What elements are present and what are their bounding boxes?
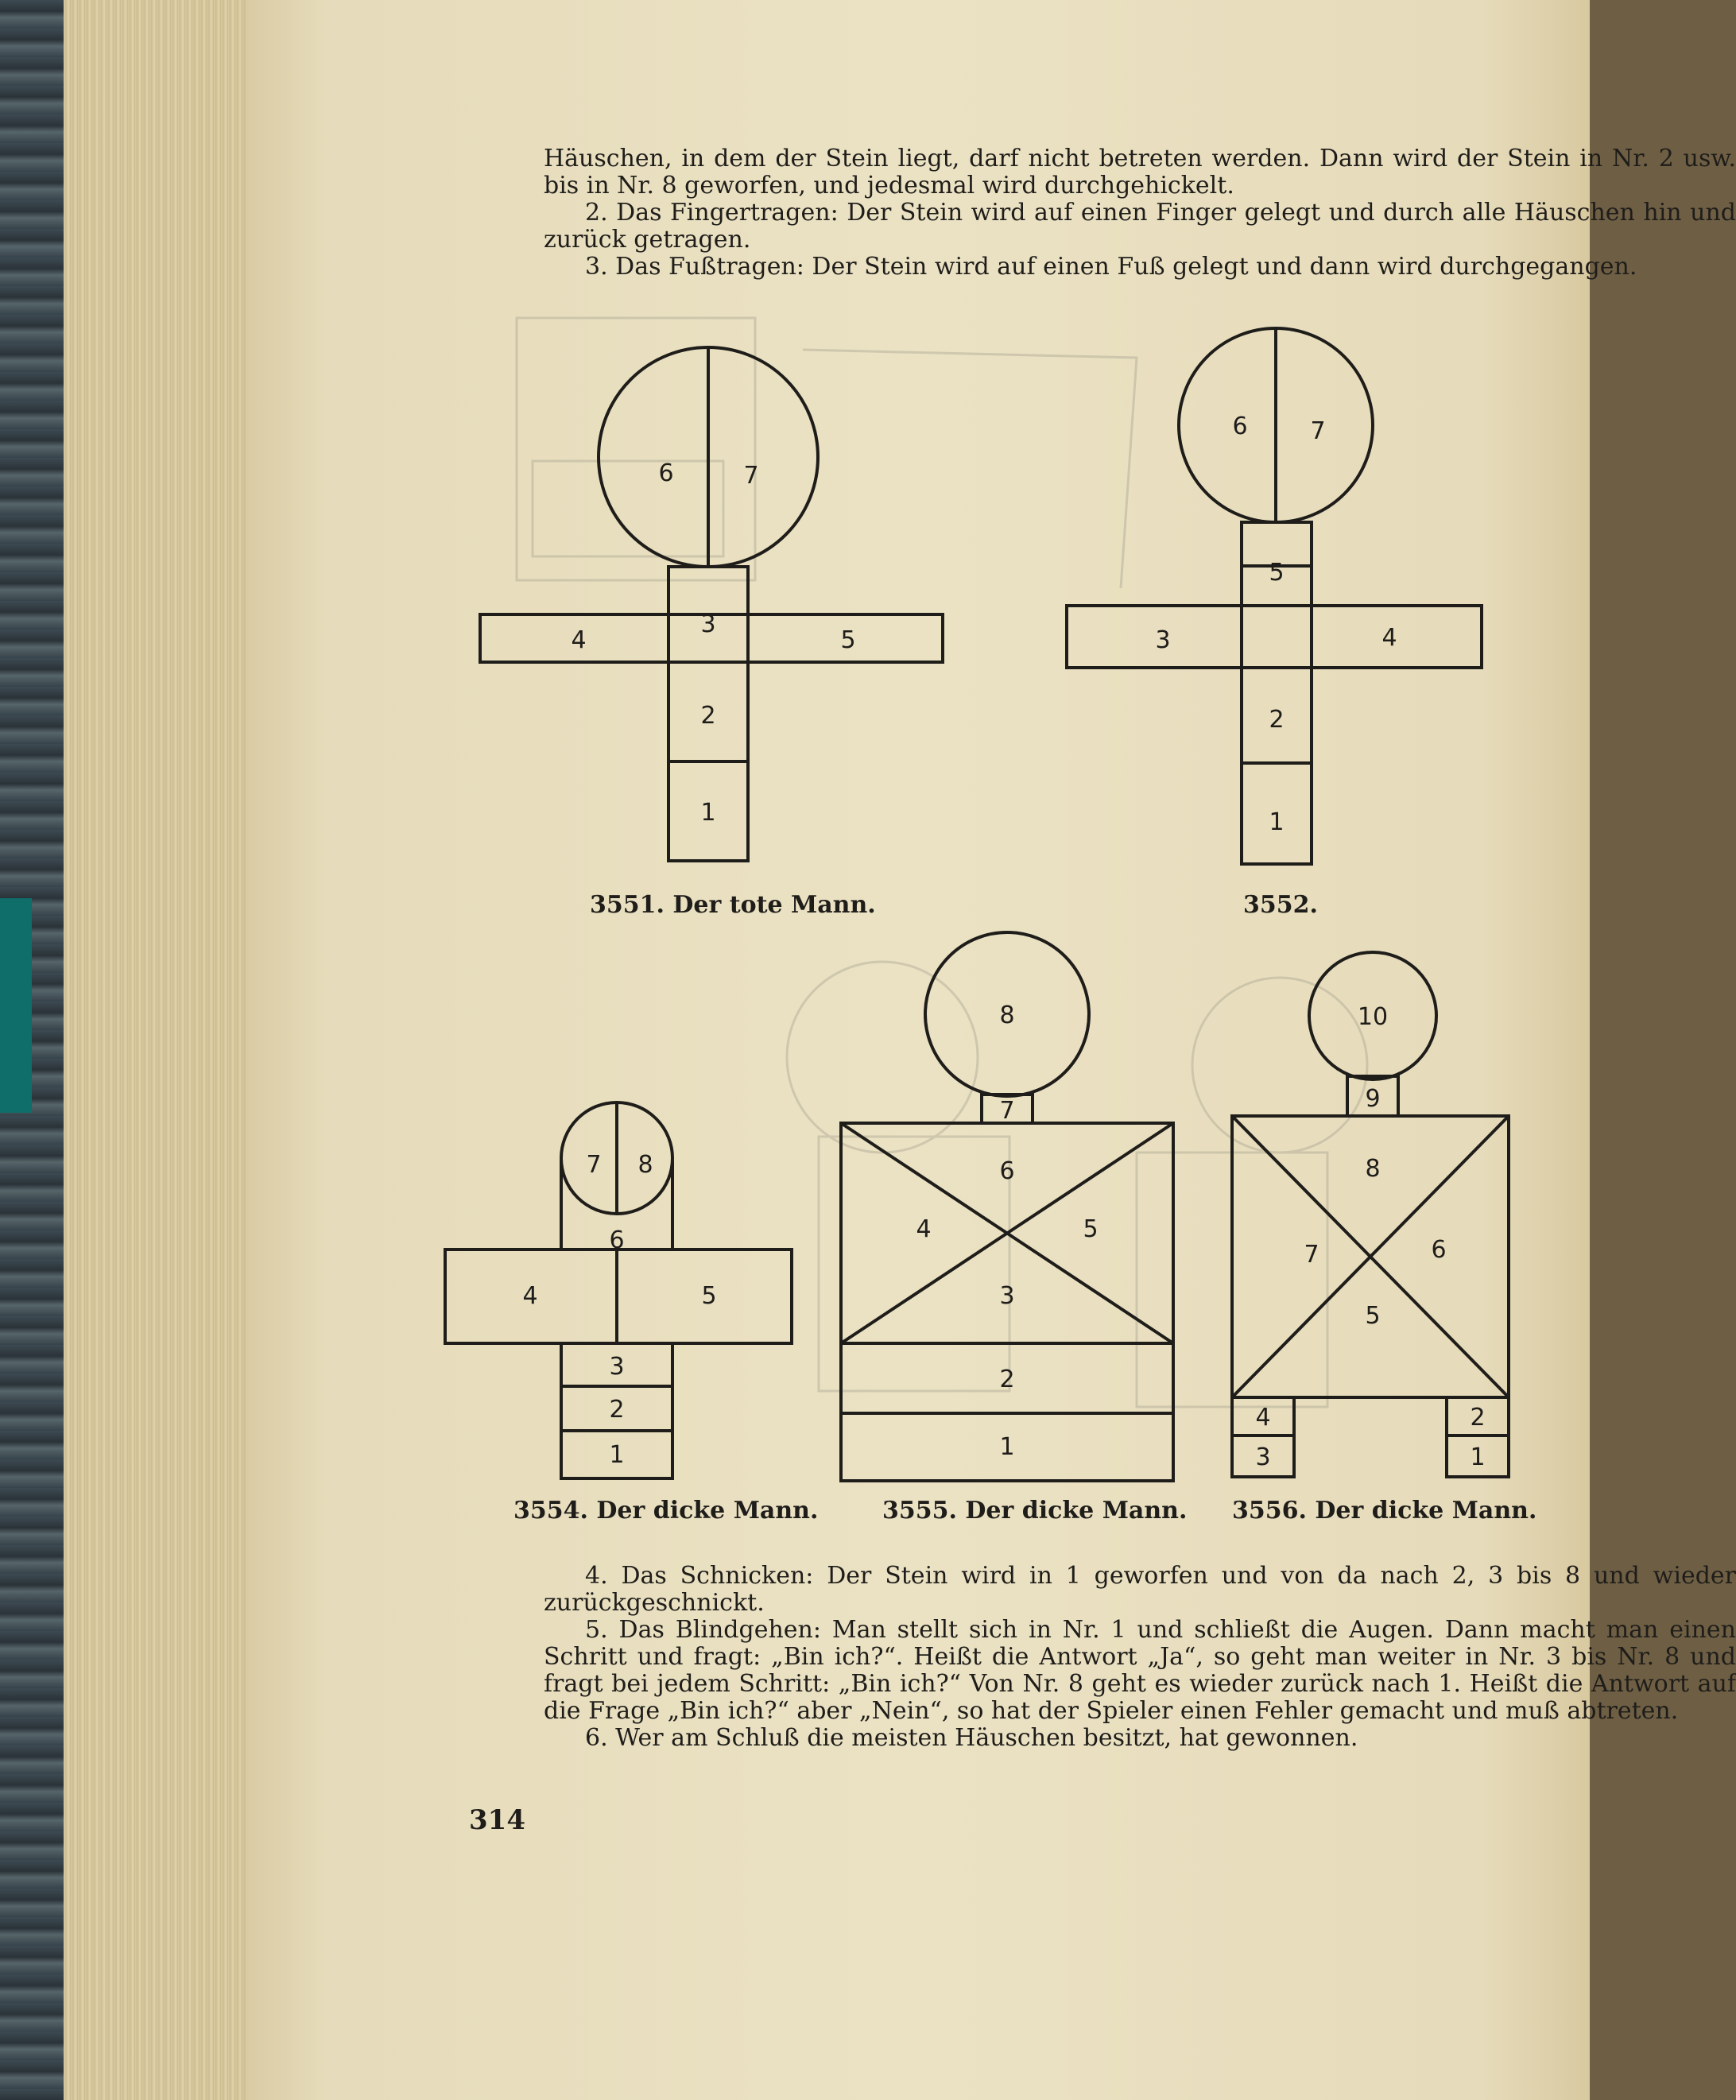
cell-label: 5 [701, 1282, 717, 1310]
cell-label: 3 [700, 610, 716, 638]
cell-label: 6 [658, 459, 674, 487]
figure-3556 [1232, 952, 1509, 1477]
cell-label: 1 [609, 1441, 625, 1469]
figure-3551 [480, 347, 943, 861]
figure-3552 [1067, 328, 1482, 864]
paragraph: 6. Wer am Schluß die meisten Häuschen besitzt, hat gewonnen. [585, 1724, 1358, 1752]
figure-caption: 3556. Der dicke Mann. [1232, 1497, 1537, 1525]
figure-caption: 3554. Der dicke Mann. [513, 1497, 819, 1525]
paragraph: 5. Das Blindgehen: Man stellt sich in Nr. 1 und schließt die Augen. Dann macht man einen Schritt und fragt: „Bin ich?“. Heißt die Antwort „Ja“, so geht man weiter in Nr. 3 bis Nr. 8 und fragt bei jedem Schritt: „Bin ich?“ Von Nr. 8 geht es wieder zurück nach 1. Heißt die Antwort auf die Frage „Bin ich?“ aber „Nein“, so hat der Spieler einen Fehler gemacht und muß abtreten. [544, 1616, 1736, 1725]
cell-label: 7 [743, 462, 759, 490]
cell-label: 6 [1431, 1236, 1447, 1264]
cell-label: 5 [1365, 1302, 1381, 1330]
cell-label: 7 [999, 1097, 1015, 1125]
cell-label: 8 [1365, 1155, 1381, 1183]
cell-label: 2 [700, 702, 716, 730]
bookmark-tab [0, 898, 32, 1113]
cell-label: 5 [1083, 1215, 1099, 1243]
figure-caption: 3552. [1243, 891, 1318, 919]
cell-label: 6 [609, 1226, 625, 1254]
cell-label: 2 [1470, 1404, 1486, 1432]
cell-label: 7 [586, 1151, 602, 1179]
cell-label: 4 [1381, 624, 1397, 652]
page-stack-edge [64, 0, 246, 2100]
book-cover-edge [0, 0, 64, 2100]
figures [246, 0, 1590, 2100]
cell-label: 2 [1269, 706, 1285, 734]
cell-label: 1 [999, 1433, 1015, 1461]
figure-caption: 3551. Der tote Mann. [590, 891, 876, 919]
cell-label: 2 [609, 1396, 625, 1424]
cell-label: 1 [700, 799, 716, 827]
cell-label: 8 [637, 1151, 653, 1179]
cell-label: 4 [571, 626, 587, 654]
bottom-text [544, 1563, 1736, 1752]
cell-label: 10 [1357, 1003, 1389, 1031]
paragraph: 2. Das Fingertragen: Der Stein wird auf einen Finger gelegt und durch alle Häuschen hin und zurück getragen. [544, 199, 1736, 254]
paragraph: Häuschen, in dem der Stein liegt, darf nicht betreten werden. Dann wird der Stein in Nr. 2 usw. bis in Nr. 8 geworfen, und jedesmal wird durchgehickelt. [544, 145, 1736, 200]
cell-label: 3 [1155, 626, 1171, 654]
cell-label: 3 [609, 1353, 625, 1381]
cell-label: 8 [999, 1002, 1015, 1029]
paragraph: 4. Das Schnicken: Der Stein wird in 1 geworfen und von da nach 2, 3 bis 8 und wieder zurückgeschnickt. [544, 1562, 1736, 1617]
cell-label: 7 [1304, 1241, 1319, 1269]
cell-label: 2 [999, 1366, 1015, 1393]
cell-label: 1 [1269, 808, 1285, 836]
cell-label: 3 [1255, 1443, 1271, 1471]
figure-caption: 3555. Der dicke Mann. [882, 1497, 1188, 1525]
book-page [246, 0, 1736, 2100]
cell-label: 4 [1255, 1404, 1271, 1432]
page-number: 314 [469, 1804, 525, 1836]
cell-label: 4 [916, 1215, 932, 1243]
cell-label: 6 [999, 1157, 1015, 1185]
cell-label: 6 [1232, 413, 1248, 440]
cell-label: 5 [840, 626, 856, 654]
cell-label: 5 [1269, 559, 1285, 587]
cell-label: 3 [999, 1282, 1015, 1310]
paragraph: 3. Das Fußtragen: Der Stein wird auf einen Fuß gelegt und dann wird durchgegangen. [585, 253, 1637, 281]
cell-label: 4 [522, 1282, 538, 1310]
cell-label: 1 [1470, 1443, 1486, 1471]
cell-label: 7 [1310, 417, 1326, 445]
cell-label: 9 [1365, 1085, 1381, 1113]
